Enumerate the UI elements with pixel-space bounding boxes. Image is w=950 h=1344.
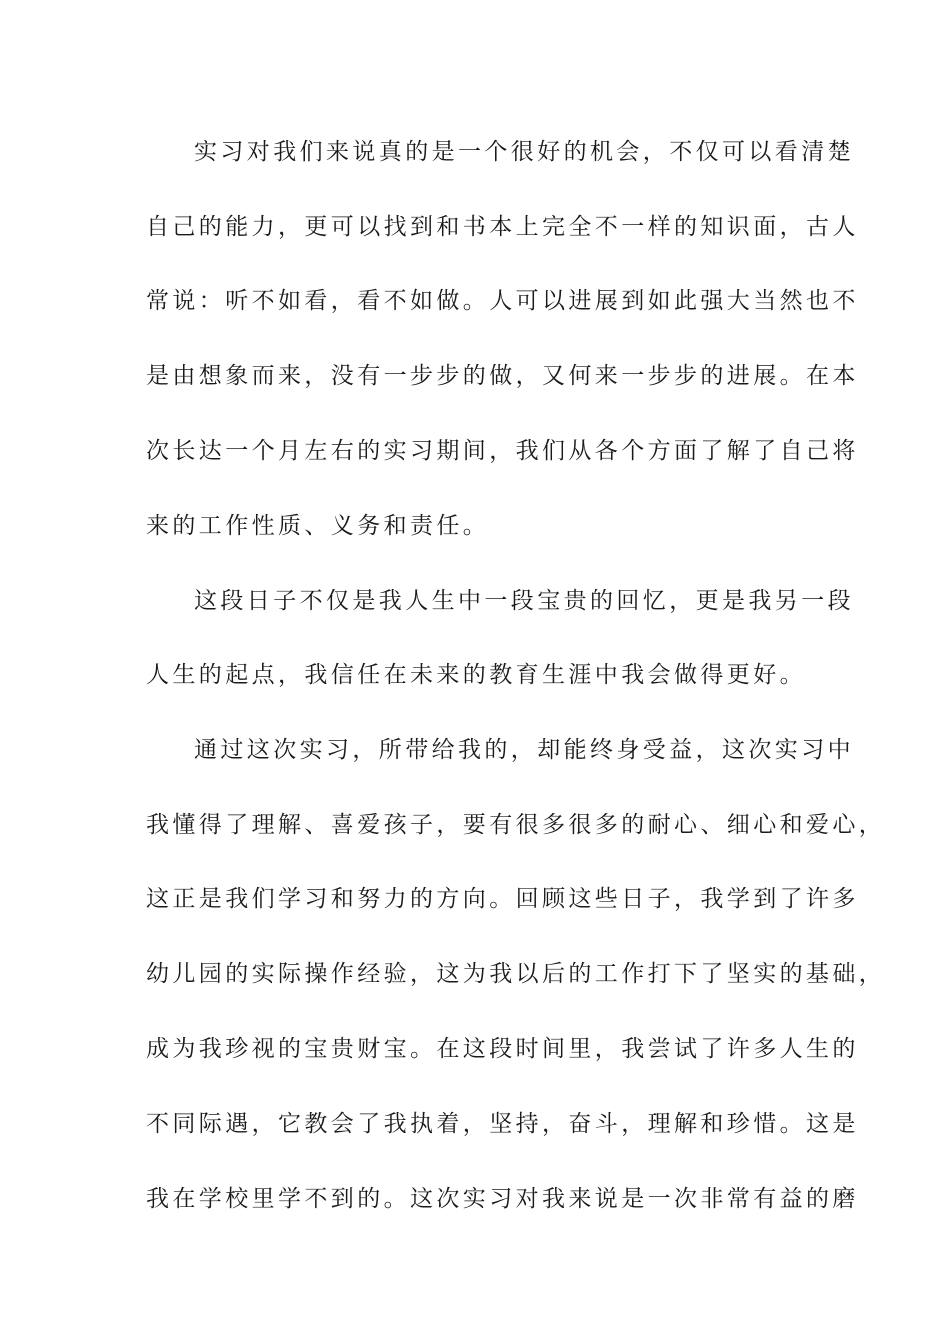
paragraph-3-line-3: 这正是我们学习和努力的方向。回顾这些日子，我学到了许多 — [146, 886, 859, 912]
paragraph-3-line-1: 通过这次实习，所带给我的，却能终身受益，这次实习中 — [194, 737, 854, 763]
paragraph-1-line-2: 自己的能力，更可以找到和书本上完全不一样的知识面，古人 — [146, 214, 859, 240]
paragraph-3-line-7: 我在学校里学不到的。这次实习对我来说是一次非常有益的磨 — [146, 1186, 859, 1212]
paragraph-1-line-1: 实习对我们来说真的是一个很好的机会，不仅可以看清楚 — [194, 139, 854, 165]
paragraph-3-line-6: 不同际遇，它教会了我执着，坚持，奋斗，理解和珍惜。这是 — [146, 1111, 859, 1137]
paragraph-3-line-2: 我懂得了理解、喜爱孩子，要有很多很多的耐心、细心和爱心， — [146, 812, 886, 838]
paragraph-3-line-5: 成为我珍视的宝贵财宝。在这段时间里，我尝试了许多人生的 — [146, 1036, 859, 1062]
paragraph-1-line-4: 是由想象而来，没有一步步的做，又何来一步步的进展。在本 — [146, 363, 859, 389]
paragraph-1-line-3: 常说：听不如看，看不如做。人可以进展到如此强大当然也不 — [146, 288, 859, 314]
paragraph-3-line-4: 幼儿园的实际操作经验，这为我以后的工作打下了坚实的基础， — [146, 961, 886, 987]
paragraph-2-line-1: 这段日子不仅是我人生中一段宝贵的回忆，更是我另一段 — [194, 588, 854, 614]
paragraph-2-line-2: 人生的起点，我信任在未来的教育生涯中我会做得更好。 — [146, 662, 806, 688]
paragraph-1-line-6: 来的工作性质、义务和责任。 — [146, 513, 490, 539]
paragraph-1-line-5: 次长达一个月左右的实习期间，我们从各个方面了解了自己将 — [146, 438, 859, 464]
